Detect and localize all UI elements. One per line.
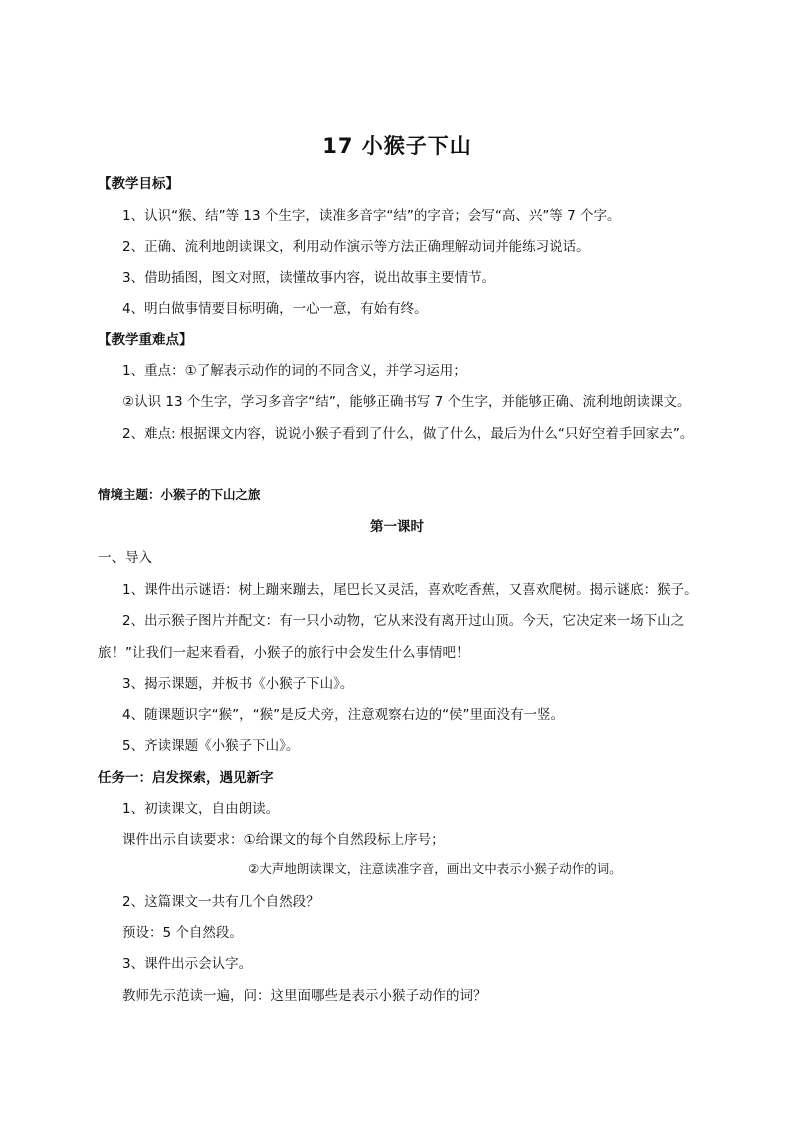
objective-item: 4、明白做事情要目标明确，一心一意，有始有终。 bbox=[122, 301, 428, 317]
key-points-heading: 【教学重难点】 bbox=[98, 332, 193, 348]
objective-item: 3、借助插图，图文对照，读懂故事内容，说出故事主要情节。 bbox=[122, 270, 496, 286]
section-item: 3、揭示课题，并板书《小猴子下山》。 bbox=[122, 676, 354, 692]
objective-item: 2、正确、流利地朗读课文，利用动作演示等方法正确理解动词并能练习说话。 bbox=[122, 239, 590, 255]
task-item: 3、课件出示会认字。 bbox=[122, 956, 253, 972]
objectives-heading: 【教学目标】 bbox=[98, 176, 179, 192]
theme-line: 情境主题：小猴子的下山之旅 bbox=[98, 487, 261, 502]
lesson-title: 第一课时 bbox=[370, 519, 424, 535]
key-point-line: 1、重点：①了解表示动作的词的不同含义，并学习运用； bbox=[122, 363, 467, 379]
task-heading: 任务一：启发探索，遇见新字 bbox=[98, 770, 274, 786]
section-item: 2、出示猴子图片并配文：有一只小动物，它从来没有离开过山顶。今天，它决定来一场下山之 bbox=[122, 613, 685, 629]
task-item: 1、初读课文，自由朗读。 bbox=[122, 801, 280, 817]
key-point-line: 2、难点: 根据课文内容，说说小猴子看到了什么，做了什么，最后为什么“只好空着手回家去”。 bbox=[122, 426, 694, 442]
task-requirement: ②大声地朗读课文，注意读准字音，画出文中表示小猴子动作的词。 bbox=[248, 861, 622, 876]
task-teacher-note: 教师先示范读一遍，问：这里面哪些是表示小猴子动作的词？ bbox=[122, 988, 487, 1004]
section-item-continued: 旅！”让我们一起来看看，小猴子的旅行中会发生什么事情吧！ bbox=[98, 645, 470, 661]
section-heading: 一、导入 bbox=[98, 550, 152, 566]
section-item: 4、随课题识字“猴”，“猴”是反犬旁，注意观察右边的“侯”里面没有一竖。 bbox=[122, 707, 565, 723]
page-title: 17 小猴子下山 bbox=[322, 134, 472, 158]
task-requirement: 课件出示自读要求：①给课文的每个自然段标上序号； bbox=[122, 832, 445, 848]
objective-item: 1、认识“猴、结”等 13 个生字，读准多音字“结”的字音；会写“高、兴”等 7 个字。 bbox=[122, 208, 621, 224]
section-item: 5、齐读课题《小猴子下山》。 bbox=[122, 738, 300, 754]
task-preset: 预设：5 个自然段。 bbox=[122, 925, 243, 941]
section-item: 1、课件出示谜语：树上蹦来蹦去，尾巴长又灵活，喜欢吃香蕉，又喜欢爬树。揭示谜底：猴子。 bbox=[122, 582, 698, 598]
key-point-line: ②认识 13 个生字，学习多音字“结”，能够正确书写 7 个生字，并能够正确、流利地朗读课文。 bbox=[122, 394, 691, 410]
task-item: 2、这篇课文一共有几个自然段？ bbox=[122, 894, 320, 910]
